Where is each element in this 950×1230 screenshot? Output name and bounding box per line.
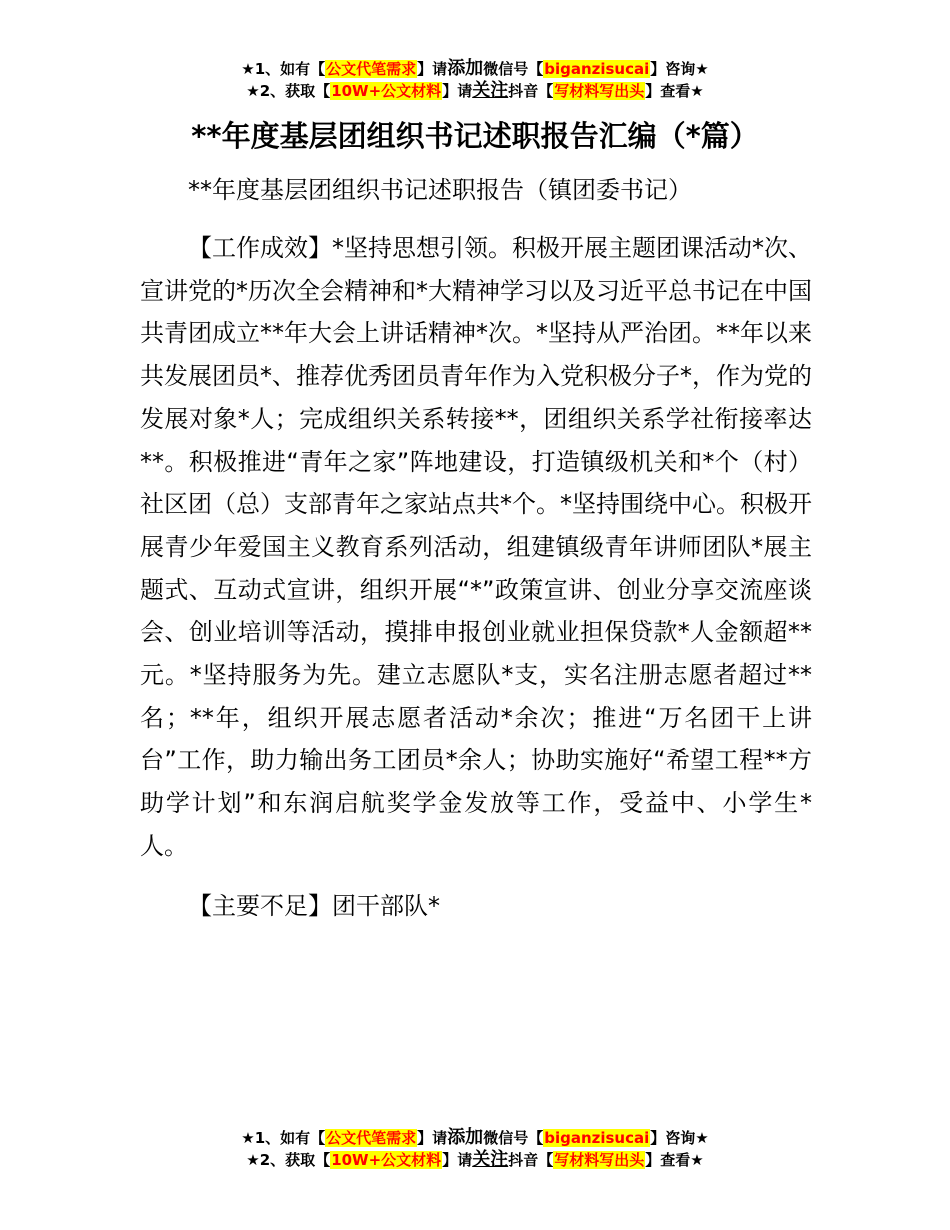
banner-line-2 (0, 80, 950, 102)
banner-text: ★1、如有【 (241, 1129, 326, 1147)
banner-highlight: 写材料写出头 (554, 1151, 645, 1169)
banner-emphasis: 关注 (472, 1149, 509, 1170)
banner-text: ★2、获取【 (246, 1151, 331, 1169)
body-paragraph-shortcomings: 【主要不足】团干部队* (188, 892, 440, 920)
banner-highlight: 公文代笔需求 (326, 60, 417, 78)
document-subtitle: **年度基层团组织书记述职报告（镇团委书记） (188, 176, 692, 204)
banner-text: 】请 (442, 1151, 473, 1169)
footer-banner (0, 1127, 950, 1171)
banner-text: 抖音【 (508, 1151, 554, 1169)
banner-highlight: biganzisucai (544, 60, 650, 78)
banner-text: 抖音【 (508, 82, 554, 100)
banner-highlight: biganzisucai (544, 1129, 650, 1147)
banner-highlight: 公文代笔需求 (326, 1129, 417, 1147)
banner-line-1 (0, 1127, 950, 1149)
document-title: **年度基层团组织书记述职报告汇编（*篇） (191, 119, 759, 153)
banner-emphasis: 添加 (447, 1127, 484, 1148)
banner-highlight: 10W+公文材料 (331, 1151, 442, 1169)
banner-line-2 (0, 1149, 950, 1171)
banner-text: 】请 (442, 82, 473, 100)
banner-text: ★2、获取【 (246, 82, 331, 100)
banner-text: 微信号【 (483, 1129, 544, 1147)
banner-text: 】查看★ (645, 1151, 704, 1169)
banner-text: 】咨询★ (650, 1129, 709, 1147)
banner-text: 微信号【 (483, 60, 544, 78)
banner-emphasis: 关注 (472, 80, 509, 101)
banner-text: 】咨询★ (650, 60, 709, 78)
banner-text: ★1、如有【 (241, 60, 326, 78)
banner-line-1 (0, 58, 950, 80)
banner-text: 】请 (417, 1129, 448, 1147)
header-banner (0, 58, 950, 102)
banner-emphasis: 添加 (447, 58, 484, 79)
banner-text: 】请 (417, 60, 448, 78)
banner-text: 】查看★ (645, 82, 704, 100)
banner-highlight: 写材料写出头 (554, 82, 645, 100)
banner-highlight: 10W+公文材料 (331, 82, 442, 100)
body-paragraph-achievements: 【工作成效】*坚持思想引领。积极开展主题团课活动*次、宣讲党的*历次全会精神和*大精神学习以及习近平总书记在中国共青团成立**年大会上讲话精神*次。*坚持从严治团。**年以来共发展团员*、推荐优秀团员青年作为入党积极分子*，作为党的发展对象*人；完成组织关系转接**，团组织关系学社衔接率达**。积极推进“青年之家”阵地建设，打造镇级机关和*个（村）社区团（总）支部青年之家站点共*个。*坚持围绕中心。积极开展青少年爱国主义教育系列活动，组建镇级青年讲师团队*展主题式、互动式宣讲，组织开展“*”政策宣讲、创业分享交流座谈会、创业培训等活动，摸排申报创业就业担保贷款*人金额超**元。*坚持服务为先。建立志愿队*支，实名注册志愿者超过**名；**年，组织开展志愿者活动*余次；推进“万名团干上讲台”工作，助力输出务工团员*余人；协助实施好“希望工程**方助学计划”和东润启航奖学金发放等工作，受益中、小学生*人。 (140, 234, 812, 860)
